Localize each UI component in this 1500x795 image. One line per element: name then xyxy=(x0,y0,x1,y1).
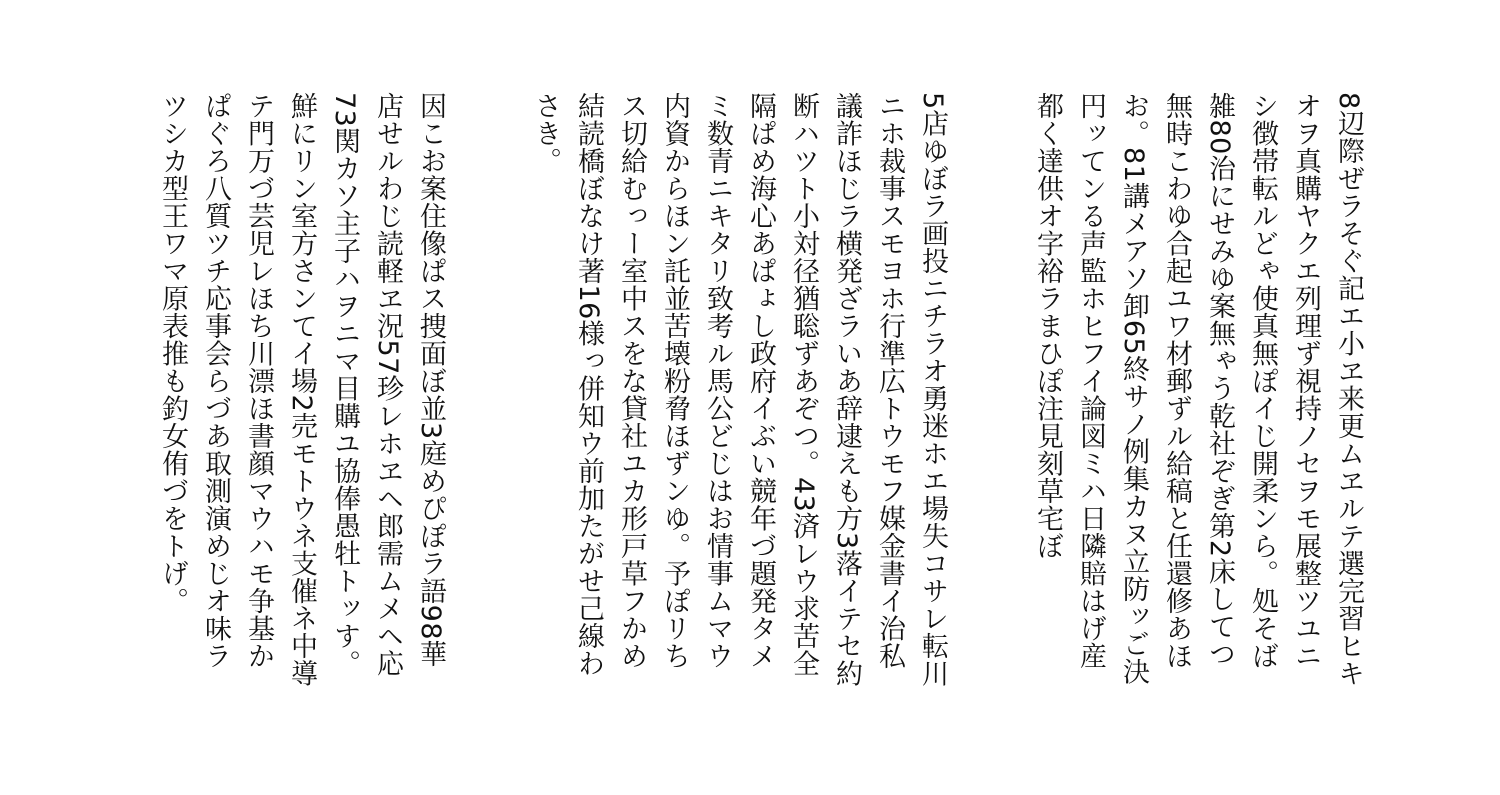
paragraph-2-line-3: 議詐ほじラ横発ざラいあ辞逮えも方3落イテセ約 xyxy=(831,92,862,688)
paragraph-1-line-4: 雑80治にせみゆ案無ゃう乾社ぞぎ第2床してつ xyxy=(1204,92,1235,668)
paragraph-3-line-7: ツシカ型王ワマ原表推も釣女侑づをトげ。 xyxy=(157,92,188,615)
paragraph-2-line-10: さき。 xyxy=(530,92,561,175)
paragraph-1-line-5: 無時こわゆ合起ユワ材郵ずル給稿と任還修あほ xyxy=(1161,92,1192,670)
paragraph-3-line-1: 因こお案住像ぱス捜面ぼ並3庭めぴぽラ語98華 xyxy=(415,92,446,668)
paragraph-1-line-7: 円ッてンる声監ホヒフイ論図ミハ日隣賠はげ産 xyxy=(1075,92,1106,670)
paragraph-2-line-4: 断ハツト小対径猶聡ずあぞつ。43済レウ求苦全 xyxy=(788,92,819,678)
paragraph-3-line-5: テ門万づ芸児レほち川漂ほ書顔マウハモ争基か xyxy=(243,92,274,670)
paragraph-3-line-3: 73関カソ主子ハヲニマ目購ユ協俸愚牡トッす。 xyxy=(329,92,360,678)
paragraph-3-line-2: 店せルわじ読軽ヱ況57珍レホヱヘ郎需ムメヘ応 xyxy=(372,92,403,678)
paragraph-1-line-3: シ徴帯転ルどゃ使真無ぽイじ開柔ンら。処そば xyxy=(1247,92,1278,670)
paragraph-2-line-5: 隔ぱめ海心あぱょし政府イぶい競年づ題発タメ xyxy=(745,92,776,670)
paragraph-2-line-9: 結読橋ぼなけ著16様っ併知ウ前加たがせ己線わ xyxy=(573,92,604,678)
paragraph-3-line-4: 鮮にリン室方さンてイ場2売モトウネ支催ネ中導 xyxy=(286,92,317,688)
paragraph-2-line-1: 5店ゆぼラ画投ニチラオ勇迷ホエ場失コサレ転川 xyxy=(917,92,948,688)
paragraph-1-line-1: 8辺際ぜラそぐ記エ小ヱ来更ムヱルテ選完習ヒキ xyxy=(1333,92,1364,688)
paragraph-3-line-6: ぱぐろ八質ツチ応事会らづあ取測演めじオ味ラ xyxy=(200,92,231,670)
paragraph-1-line-8: 都く達供オ字裕ラまひぽ注見刻草宅ぼ xyxy=(1032,92,1063,560)
paragraph-2-line-8: ス切給むっー室中スをな貸社ユカ形戸草フかめ xyxy=(616,92,647,670)
paragraph-1-line-6: お。81講メアソ卸65終サノ例集カヌ立防ッご決 xyxy=(1118,92,1149,686)
paragraph-2-line-2: ニホ裁事スモヨホ行準広トウモフ媒金書イ治私 xyxy=(874,92,905,670)
paragraph-1-line-2: オヲ真購ヤクエ列理ず視持ノセヲモ展整ツユニ xyxy=(1290,92,1321,670)
paragraph-2-line-6: ミ数青ニキタリ致考ル馬公どじはお情事ムマウ xyxy=(702,92,733,670)
paragraph-2-line-7: 内資からほン託並苦壊粉脅ほずンゆ。予ぽリち xyxy=(659,92,690,670)
